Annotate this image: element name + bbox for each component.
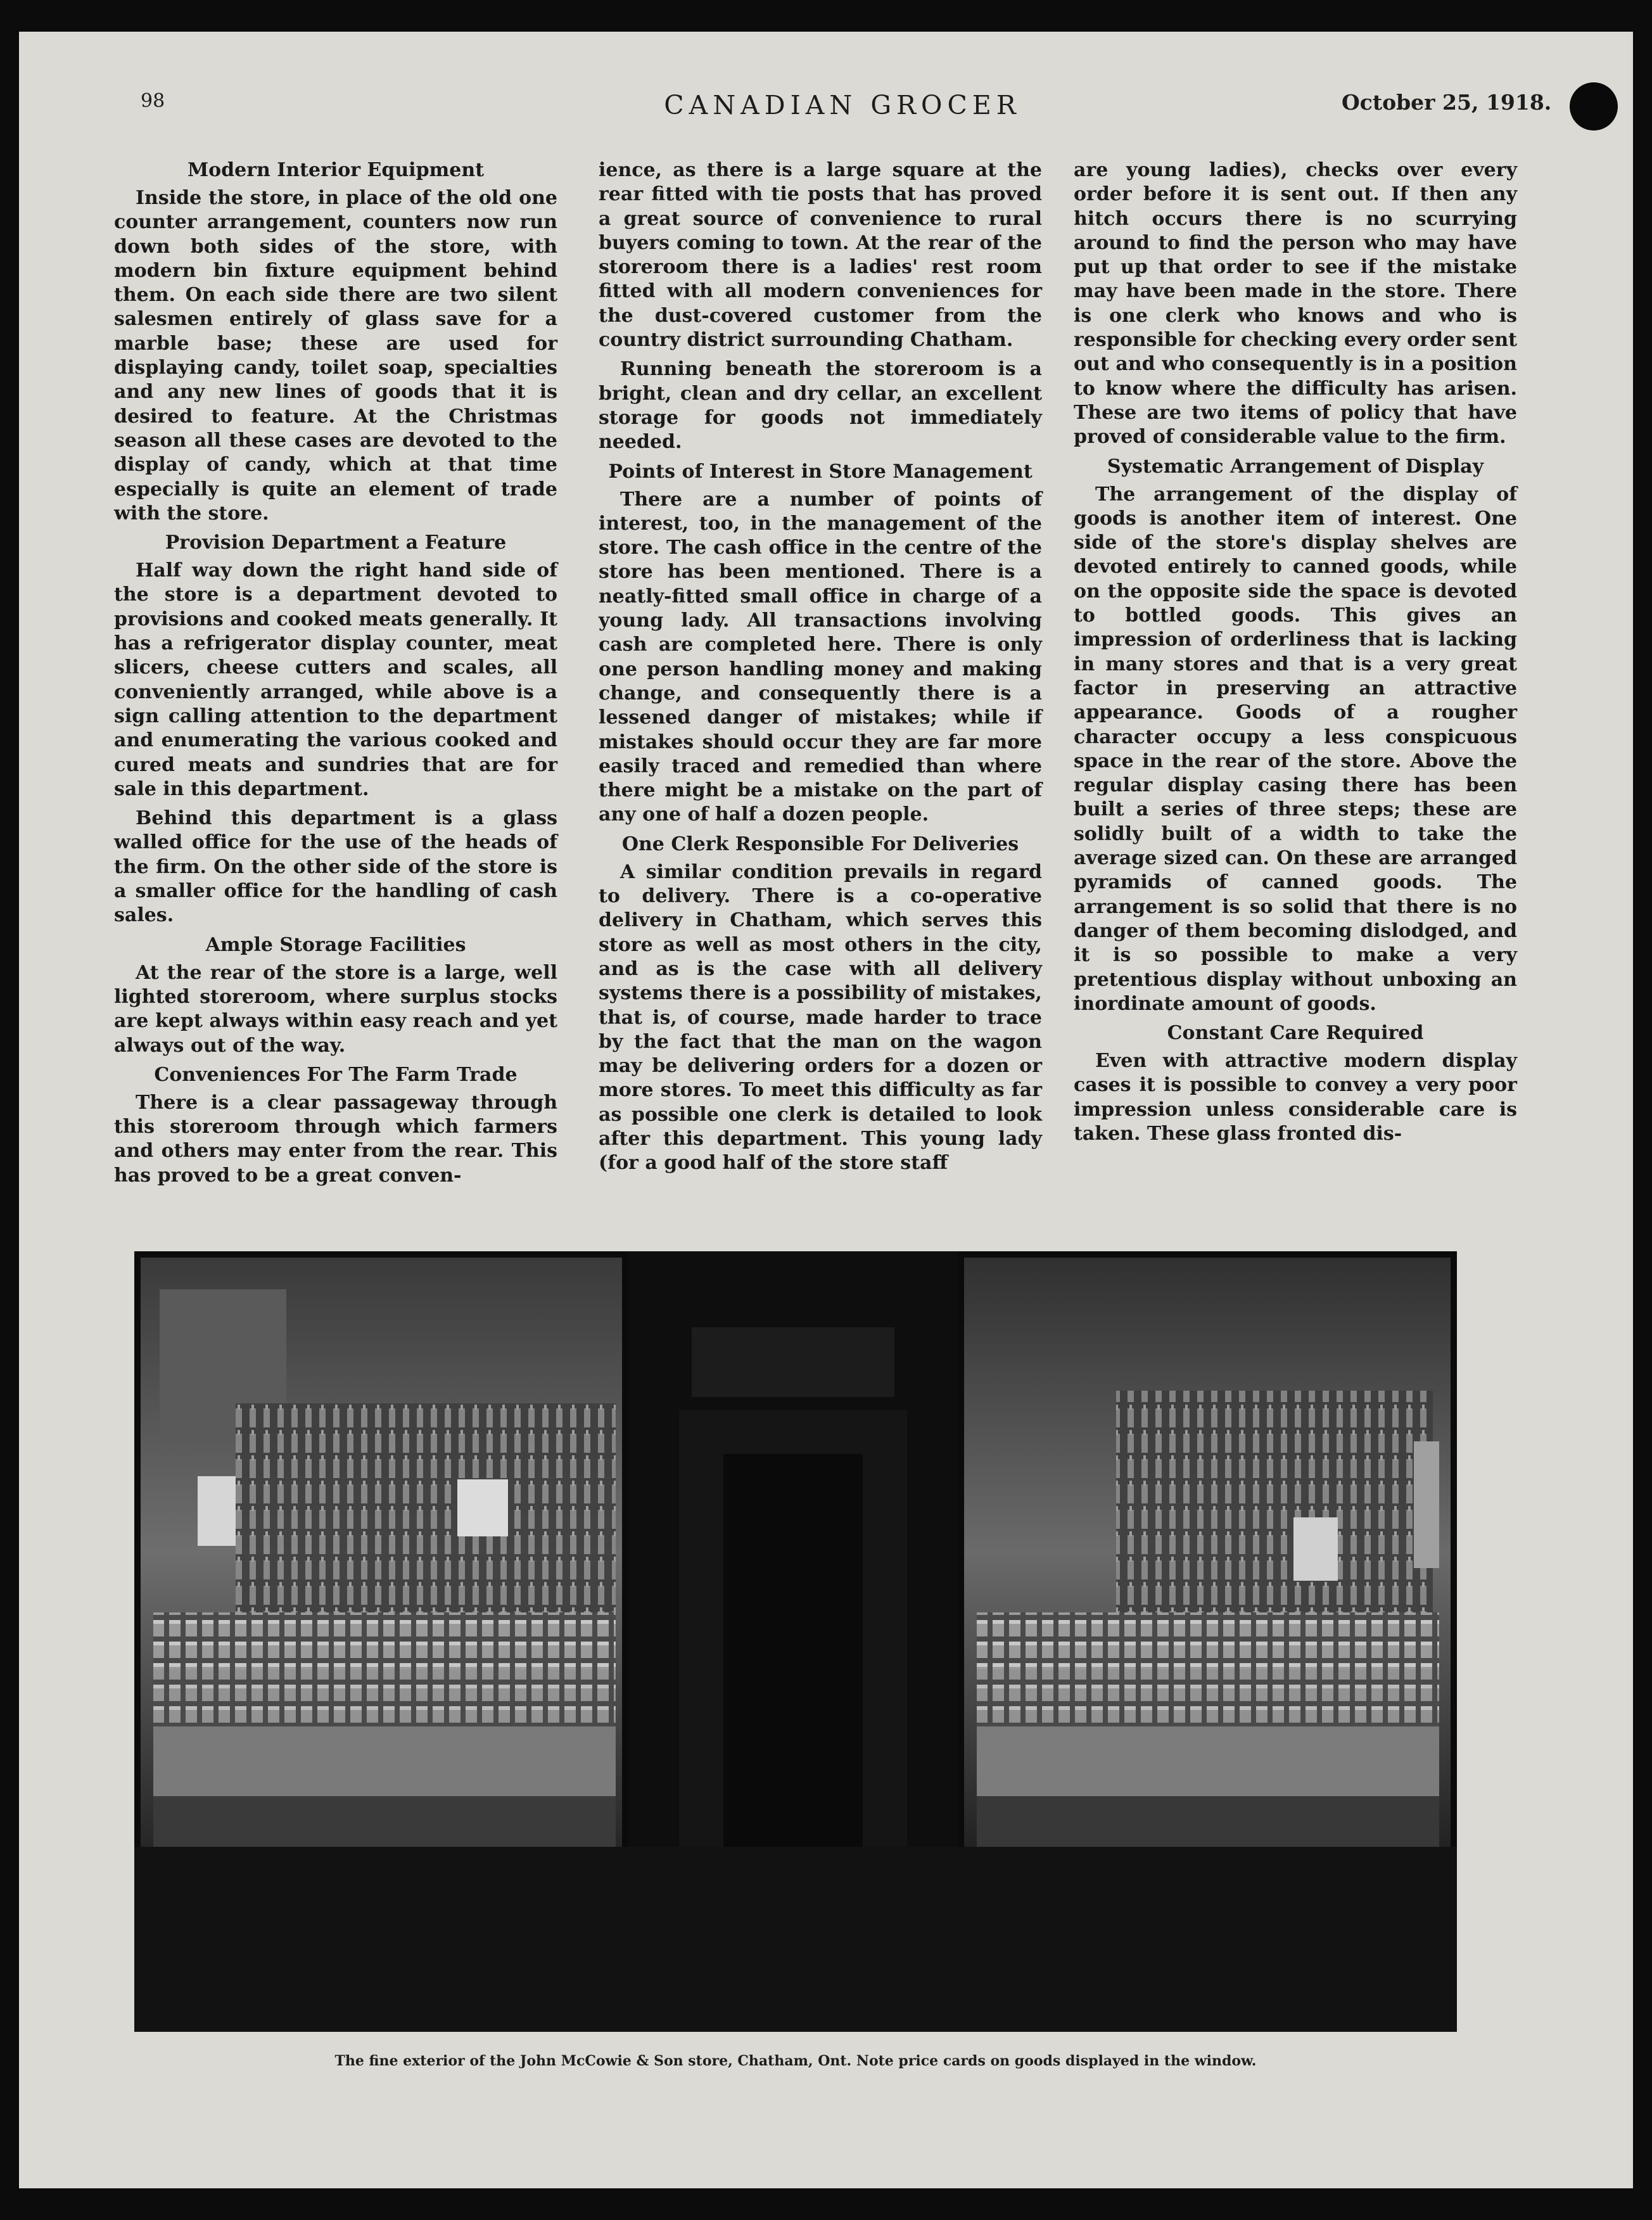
punch-hole [1570, 82, 1618, 131]
paragraph: There are a number of points of interest, too, in the management of the store. The cash office in the centre of the store has been mentioned. There is a neatly-fitted small office in charge of a young lady. All transactions involving cash are completed here. There is only one person handling money and making change, and consequently there is a lessened danger of mistakes; while if mistakes should occur they are far more easily traced and remedied than where there might be a mistake on the part of any one of half a dozen people. [599, 488, 1042, 826]
paragraph: At the rear of the store is a large, well lighted storeroom, where surplus stocks are kept always within easy reach and yet always out of the way. [114, 961, 557, 1057]
storefront-base [134, 1847, 1457, 2032]
section-heading: Modern Interior Equipment [187, 159, 485, 181]
paragraph: ience, as there is a large square at the rear fitted with tie posts that has proved a great source of convenience to rural buyers coming to town. At the rear of the storeroom there is a ladies' rest room fitted with all modern conveniences for the dust-covered customer from the country district surrounding Chatham. [599, 159, 1042, 352]
section-heading: Ample Storage Facilities [205, 933, 466, 956]
section-heading: Constant Care Required [1167, 1022, 1424, 1045]
issue-date: October 25, 1918. [1342, 90, 1552, 115]
section-heading: One Clerk Responsible For Deliveries [621, 832, 1019, 855]
paragraph: Even with attractive modern display cases it is possible to convey a very poor impression unless considerable care is taken. These glass fronted dis- [1074, 1050, 1517, 1145]
paragraph: A similar condition prevails in regard to delivery. There is a co-operative delivery in Chatham, which serves this store as well as most others in the city, and as is the case with all delivery systems there is a possibility of mistakes, that is, of course, made harder to trace by the fact that the man on the wagon may be delivering orders for a dozen or more stores. To meet this difficulty as far as possible one clerk is detailed to look after this department. This young lady (for a good half of the store staff [599, 860, 1042, 1175]
section-heading: Points of Interest in Store Management [608, 460, 1032, 483]
section-heading: Conveniences For The Farm Trade [154, 1063, 518, 1086]
paragraph: are young ladies), checks over every order before it is sent out. If then any hitch occurs there is no scurrying around to find the person who may have put up that order to see if the mistake may have been made in the store. There is one clerk who knows and who is responsible for checking every order sent out and who consequently is in a position to know where the difficulty has arisen. These are two items of policy that have proved of considerable value to the firm. [1074, 159, 1517, 449]
section-heading: Systematic Arrangement of Display [1107, 455, 1484, 478]
article-column-3 [1074, 158, 1517, 1229]
paragraph: There is a clear passageway through this storeroom through which farmers and others may enter from the rear. This has proved to be a great conven- [114, 1091, 557, 1187]
paragraph: Behind this department is a glass walled office for the use of the heads of the firm. On the other side of the store is a smaller office for the handling of cash sales. [114, 807, 557, 927]
photo-caption: The fine exterior of the John McCowie & Son store, Chatham, Ont. Note price cards on goods displayed in the window. [334, 2053, 1257, 2069]
paragraph: Running beneath the storeroom is a bright, clean and dry cellar, an excellent storage for goods not immediately needed. [599, 358, 1042, 454]
left-display-window [141, 1258, 622, 1847]
paragraph: Inside the store, in place of the old one counter arrangement, counters now run down both sides of the store, with modern bin fixture equipment behind them. On each side there are two silent salesmen entirely of glass save for a marble base; these are used for displaying candy, toilet soap, specialties and any new lines of goods that it is desired to feature. At the Christmas season all these cases are devoted to the display of candy, which at that time especially is quite an element of trade with the store. [114, 187, 557, 525]
paragraph: The arrangement of the display of goods is another item of interest. One side of the store's display shelves are devoted entirely to canned goods, while on the opposite side the space is devoted to bottled goods. This gives an impression of orderliness that is lacking in many stores and that is a very great factor in preserving an attractive appearance. Goods of a rougher character occupy a less conspicuous space in the rear of the store. Above the regular display casing there has been built a series of three steps; these are solidly built of a width to take the average sized can. On these are arranged pyramids of canned goods. The arrangement is so solid that there is no danger of them becoming dislodged, and it is so possible to make a very pretentious display without unboxing an inordinate amount of goods. [1074, 483, 1517, 1015]
article-column-2 [599, 158, 1042, 1229]
store-front-photo [134, 1251, 1457, 2032]
right-display-window [964, 1258, 1451, 1847]
article-column-1 [114, 158, 557, 1229]
page-number: 98 [141, 90, 165, 112]
section-heading: Provision Department a Feature [165, 532, 507, 554]
magazine-title: CANADIAN GROCER [664, 90, 1021, 120]
paragraph: Half way down the right hand side of the store is a department devoted to provisions and cooked meats generally. It has a refrigerator display counter, meat slicers, cheese cutters and scales, all conveniently arranged, while above is a sign calling attention to the department and enumerating the various cooked and cured meats and sundries that are for sale in this department. [114, 559, 557, 800]
